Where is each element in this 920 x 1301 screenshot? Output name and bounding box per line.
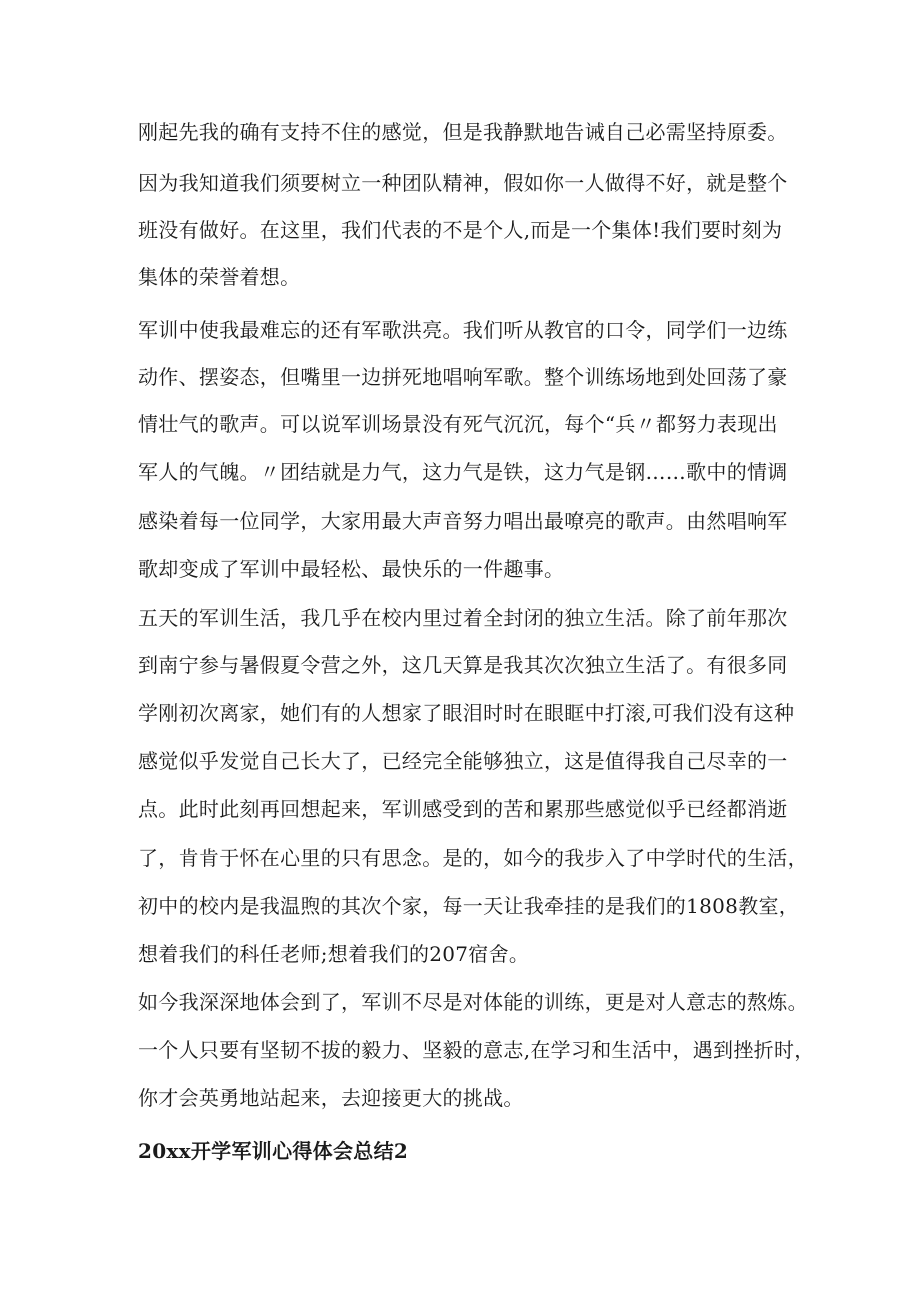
text-line: 点。此时此刻再回想起来，军训感受到的苦和累那些感觉似乎已经都消逝 [138,797,788,821]
text-line: 如今我深深地体会到了，军训不尽是对体能的训练，更是对人意志的熬炼。 [138,990,808,1014]
text-line: 想着我们的科任老师;想着我们的207宿舍。 [138,942,530,966]
text-line: 集体的荣誉着想。 [138,265,301,289]
text-line: 了，肯肯于怀在心里的只有思念。是的，如今的我步入了中学时代的生活， [138,846,808,870]
text-line: 班没有做好。在这里，我们代表的不是个人,而是一个集体!我们要时刻为 [138,218,783,242]
text-line: 情壮气的歌声。可以说军训场景没有死气沉沉，每个“兵〃都努力表现出 [138,412,778,436]
text-line: 一个人只要有坚韧不拔的毅力、坚毅的意志,在学习和生活中，遇到挫折时， [138,1038,815,1062]
text-line: 学刚初次离家，她们有的人想家了眼泪时时在眼眶中打滚,可我们没有这种 [138,701,795,725]
text-line: 感觉似乎发觉自己长大了，已经完全能够独立，这是值得我自己尽幸的一 [138,749,788,773]
text-line: 刚起先我的确有支持不住的感觉，但是我静默地告诫自己必需坚持原委。 [138,120,788,144]
text-line: 因为我知道我们须要树立一种团队精神，假如你一人做得不好，就是整个 [138,171,788,195]
text-line: 军人的气魄。〃团结就是力气，这力气是铁，这力气是钢……歌中的情调 [138,460,788,484]
text-line: 初中的校内是我温煦的其次个家，每一天让我牵挂的是我们的1808教室， [138,894,800,918]
text-line: 到南宁参与暑假夏令营之外，这几天算是我其次次独立生活了。有很多同 [138,653,788,677]
text-line: 歌却变成了军训中最轻松、最快乐的一件趣事。 [138,557,565,581]
text-line: 你才会英勇地站起来，去迎接更大的挑战。 [138,1086,524,1110]
text-line: 五天的军训生活，我几乎在校内里过着全封闭的独立生活。除了前年那次 [138,606,788,630]
text-line: 动作、摆姿态，但嘴里一边拼死地唱响军歌。整个训练场地到处回荡了豪 [138,365,788,389]
text-line: 军训中使我最难忘的还有军歌洪亮。我们听从教官的口令，同学们一边练 [138,318,788,342]
section-heading: 20xx开学军训心得体会总结2 [138,1139,409,1163]
text-line: 感染着每一位同学，大家用最大声音努力唱出最嘹亮的歌声。由然唱响军 [138,509,788,533]
